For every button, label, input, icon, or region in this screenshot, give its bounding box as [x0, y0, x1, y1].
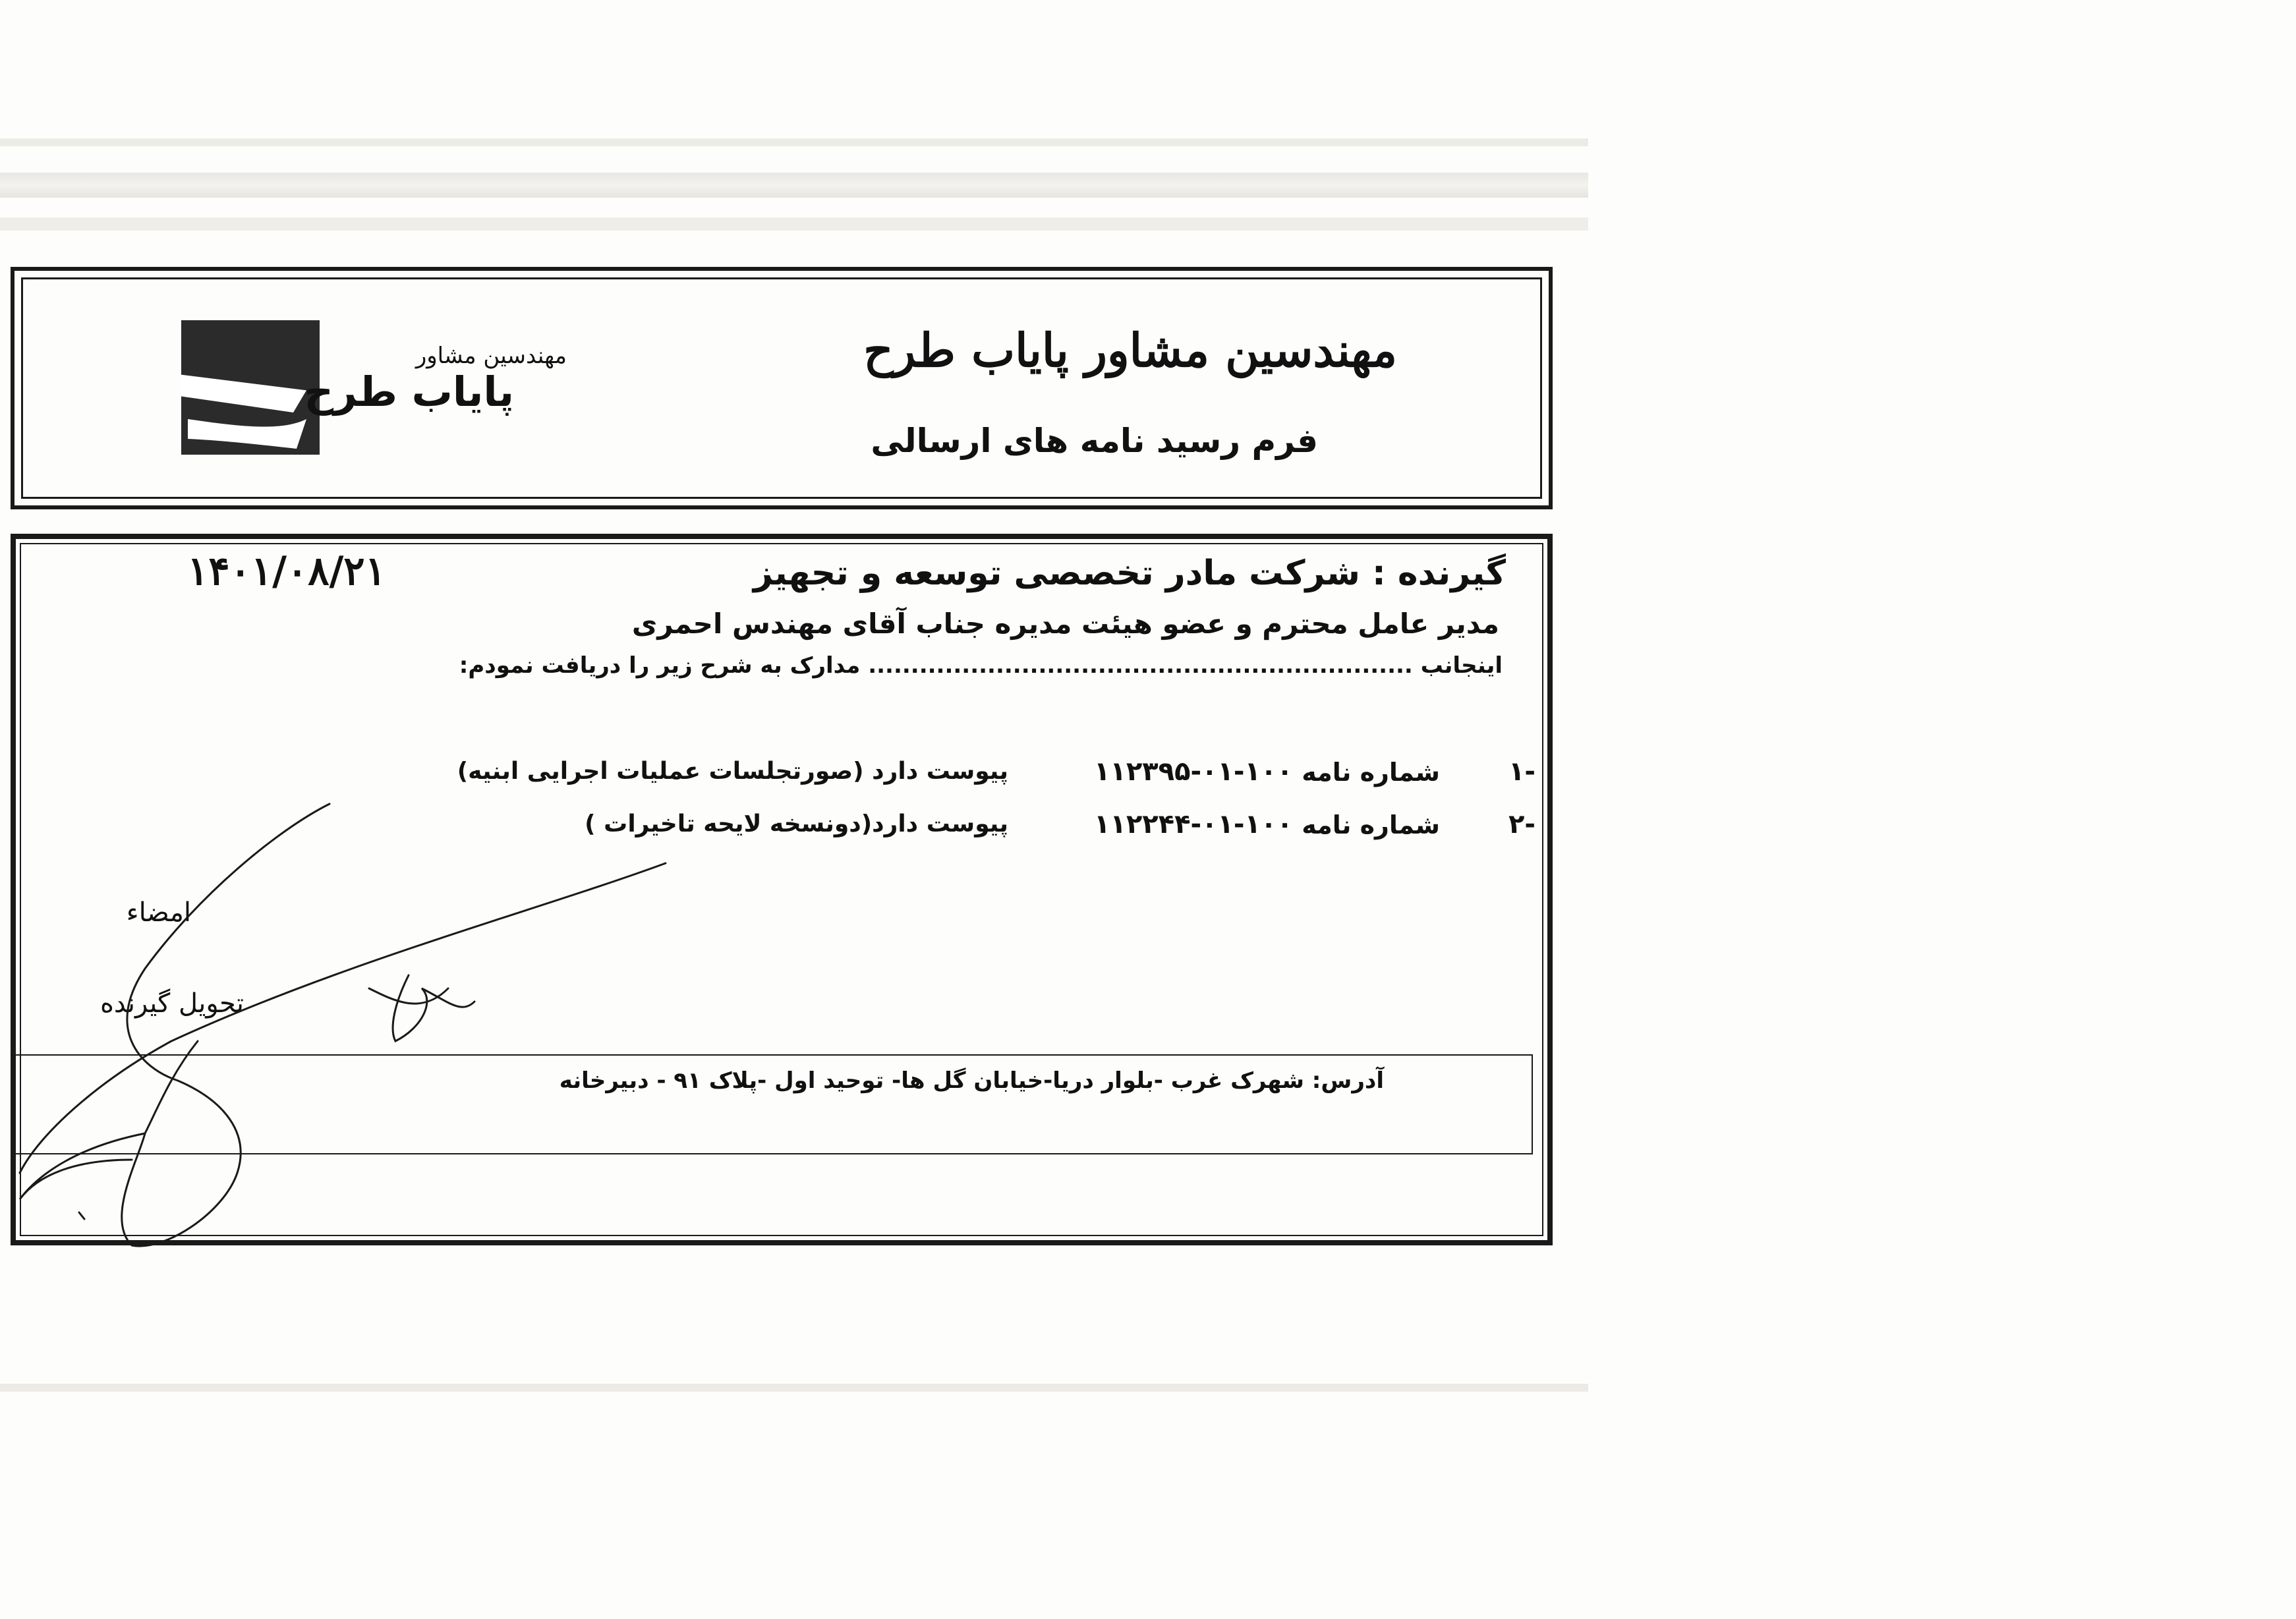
address-text: آدرس: شهرک غرب -بلوار دریا-خیابان گل ها- توحید اول -پلاک ۹۱ - دبیرخانه: [559, 1067, 1384, 1094]
receiver-label: تحویل گیرنده: [100, 988, 244, 1019]
logo-small-text: مهندسین مشاور: [415, 343, 567, 369]
scan-band-bottom: [0, 1384, 1588, 1392]
handwritten-signature: [0, 791, 725, 1265]
company-logo: [181, 320, 320, 455]
letter-attachment-note: پیوست دارد(دونسخه لایحه تاخیرات ): [585, 810, 1008, 838]
letter-attachment-note: پیوست دارد (صورتجلسات عملیات اجرایی ابنیه): [457, 758, 1008, 785]
recipient-title-line: مدیر عامل محترم و عضو هیئت مدیره جناب آقای مهندس احمری: [631, 608, 1499, 640]
form-subtitle: فرم رسید نامه های ارسالی: [871, 422, 1318, 460]
letter-index: ۱-: [1508, 756, 1535, 787]
page-title: مهندسین مشاور پایاب طرح: [863, 323, 1397, 378]
logo-mark-icon: [181, 320, 320, 455]
scan-band-top: [0, 138, 1588, 146]
letter-date: ۱۴۰۱/۰۸/۲۱: [187, 548, 386, 594]
letter-number: ۱۱۲۳۹۵-۰۱-۱۰۰: [1094, 756, 1293, 787]
scan-band-top-2: [0, 173, 1588, 198]
letter-number-label: شماره نامه: [1302, 810, 1440, 839]
logo-large-text: پایاب طرح: [304, 368, 514, 416]
signature-label: امضاء: [126, 897, 191, 928]
scan-band-top-3: [0, 217, 1588, 231]
recipient-line: گیرنده : شرکت مادر تخصصی توسعه و تجهیز: [753, 554, 1506, 593]
letter-index: ۲-: [1508, 809, 1535, 839]
receipt-statement: اینجانب ................................................................ مدارک به شرح زیر را دریافت نمودم:: [459, 652, 1503, 679]
letter-number-label: شماره نامه: [1302, 758, 1440, 787]
letter-number: ۱۱۲۲۴۴-۰۱-۱۰۰: [1094, 809, 1293, 839]
